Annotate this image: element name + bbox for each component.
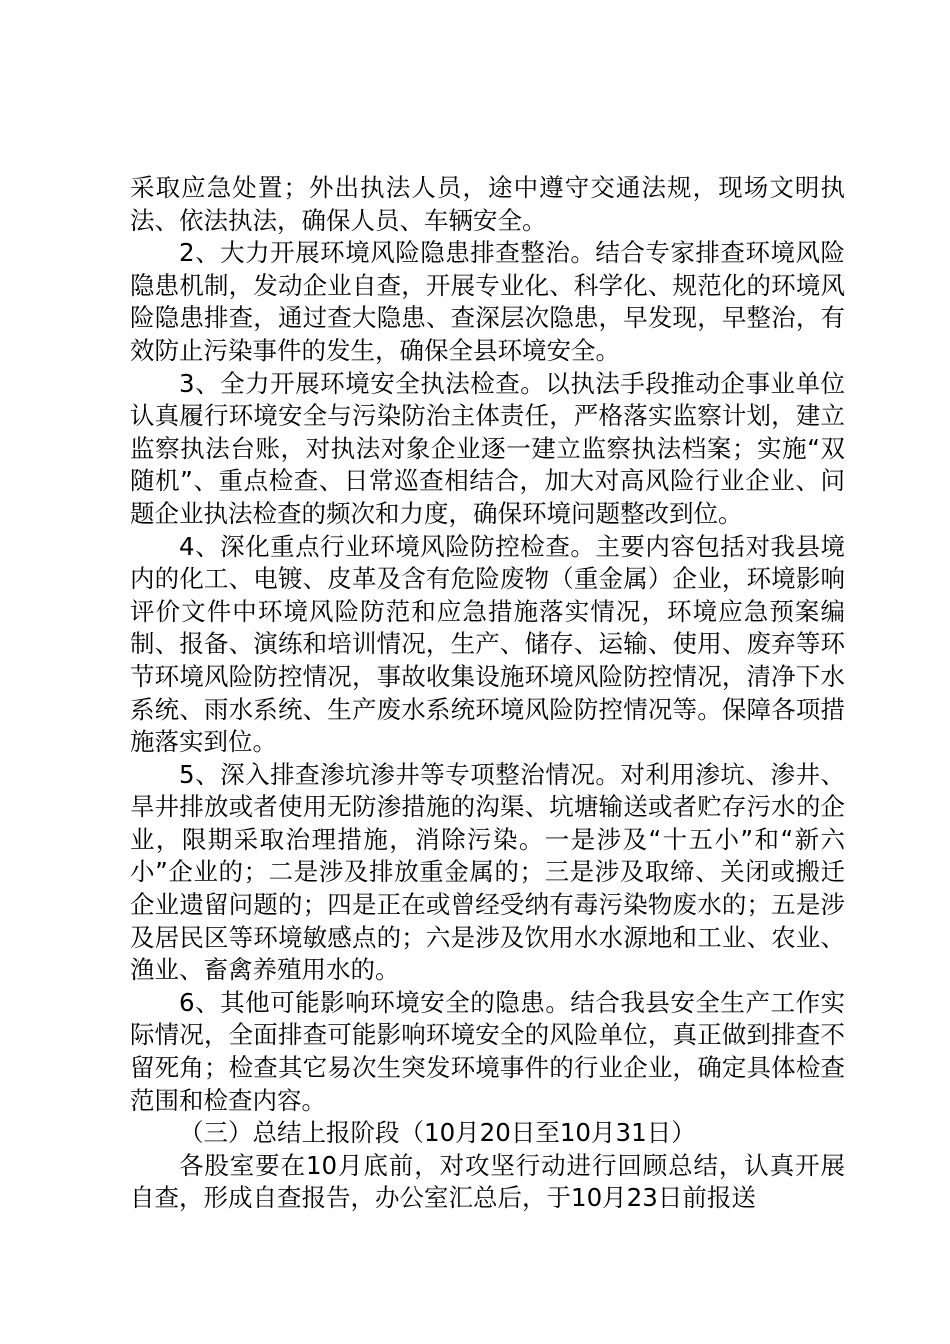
paragraph-item-2: 2、大力开展环境风险隐患排查整治。结合专家排查环境风险隐患机制，发动企业自查，开展专业化、科学化、规范化的环境风险隐患排查，通过查大隐患、查深层次隐患，早发现，早整治，有效防止污染事件的发生，确保全县环境安全。 (130, 238, 845, 365)
paragraph-item-6: 6、其他可能影响环境安全的隐患。结合我县安全生产工作实际情况，全面排查可能影响环境安全的风险单位，真正做到排查不留死角；检查其它易次生突发环境事件的行业企业，确定具体检查范围和检查内容。 (130, 987, 845, 1115)
document-body (130, 172, 845, 1215)
section-heading-summary: （三）总结上报阶段（10月20日至10月31日） (179, 1118, 696, 1148)
paragraph-item-5: 5、深入排查渗坑渗井等专项整治情况。对利用渗坑、渗井、旱井排放或者使用无防渗措施的沟渠、坑塘输送或者贮存污水的企业，限期采取治理措施，消除污染。一是涉及“十五小”和“新六小”企业的；二是涉及排放重金属的；三是涉及取缔、关闭或搬迁企业遗留问题的；四是正在或曾经受纳有毒污染物废水的；五是涉及居民区等环境敏感点的；六是涉及饮用水水源地和工业、农业、渔业、畜禽养殖用水的。 (130, 759, 845, 985)
paragraph-continuation: 采取应急处置；外出执法人员，途中遵守交通法规，现场文明执法、依法执法，确保人员、车辆安全。 (130, 173, 845, 235)
paragraph-summary: 各股室要在10月底前，对攻坚行动进行回顾总结，认真开展自查，形成自查报告，办公室汇总后，于10月23日前报送 (130, 1150, 845, 1213)
paragraph-item-4: 4、深化重点行业环境风险防控检查。主要内容包括对我县境内的化工、电镀、皮革及含有危险废物（重金属）企业，环境影响评价文件中环境风险防范和应急措施落实情况，环境应急预案编制、报备、演练和培训情况，生产、储存、运输、使用、废弃等环节环境风险防控情况，事故收集设施环境风险防控情况，清净下水系统、雨水系统、生产废水系统环境风险防控情况等。保障各项措施落实到位。 (130, 531, 845, 757)
paragraph-item-3: 3、全力开展环境安全执法检查。以执法手段推动企事业单位认真履行环境安全与污染防治主体责任，严格落实监察计划，建立监察执法台账，对执法对象企业逐一建立监察执法档案；实施“双随机”、重点检查、日常巡查相结合，加大对高风险行业企业、问题企业执法检查的频次和力度，确保环境问题整改到位。 (130, 368, 845, 528)
